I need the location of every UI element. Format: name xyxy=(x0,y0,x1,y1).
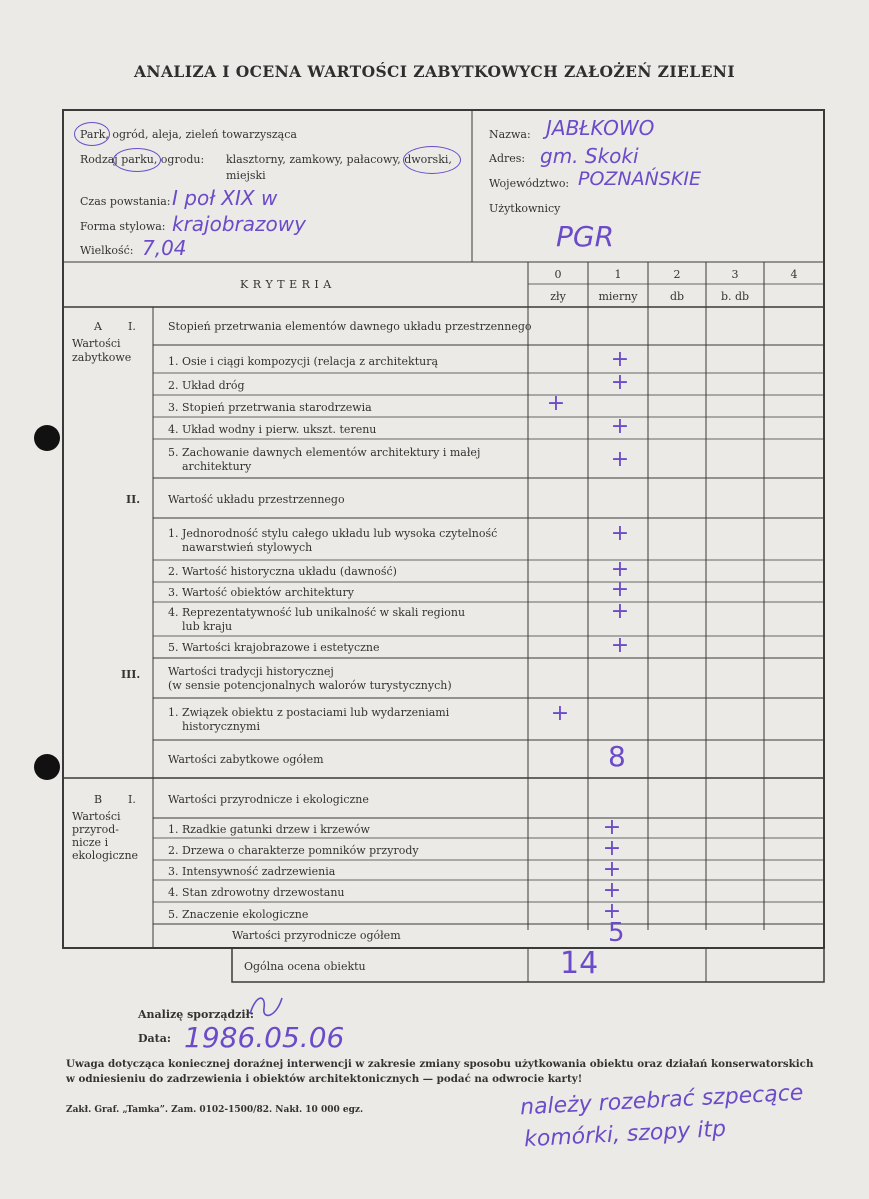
section-b-letter: B xyxy=(94,793,103,806)
a1-item-1: 1. Osie i ciągi kompozycji (relacja z architekturą xyxy=(168,355,439,368)
mark-a2-5: + xyxy=(610,633,630,658)
mark-a1-5: + xyxy=(610,447,630,472)
scale-0-name: zły xyxy=(550,290,566,303)
scale-4-num: 4 xyxy=(790,268,798,281)
note-line-2: w odniesieniu do zadrzewienia i obiektów architektonicznych — podać na odwrocie karty! xyxy=(66,1073,583,1085)
users-value: PGR xyxy=(556,220,615,253)
style-value: krajobrazowy xyxy=(172,212,306,236)
voivodeship-label: Województwo: xyxy=(489,177,570,190)
section-b-roman-1: I. xyxy=(128,793,136,806)
size-value: 7,04 xyxy=(142,236,187,260)
a1-item-2: 2. Układ dróg xyxy=(168,379,245,392)
b1-item-3: 3. Intensywność zadrzewienia xyxy=(168,865,336,878)
name-value: JABŁKOWO xyxy=(546,116,655,140)
mark-a1-2: + xyxy=(610,370,630,395)
voivodeship-value: POZNAŃSKIE xyxy=(578,168,701,190)
b1-item-2: 2. Drzewa o charakterze pomników przyrody xyxy=(168,844,419,857)
mark-a1-4: + xyxy=(610,414,630,439)
mark-b1-3: + xyxy=(602,857,622,882)
group-b1-title: Wartości przyrodnicze i ekologiczne xyxy=(168,793,369,806)
section-a-total-label: Wartości zabytkowe ogółem xyxy=(168,753,324,766)
b1-item-1: 1. Rzadkie gatunki drzew i krzewów xyxy=(168,823,370,836)
mark-a3-1: + xyxy=(550,701,570,726)
form-title: ANALIZA I OCENA WARTOŚCI ZABYTKOWYCH ZAŁOŻEŃ ZIELENI xyxy=(133,62,735,81)
mark-b1-4: + xyxy=(602,878,622,903)
scale-2-num: 2 xyxy=(673,268,681,281)
scale-1-name: mierny xyxy=(598,290,638,303)
hand-note-2: komórki, szopy itp xyxy=(523,1116,727,1153)
section-a-roman-3: III. xyxy=(121,668,141,681)
section-b-total-value: 5 xyxy=(608,918,625,948)
group-a3-title-2: (w sensie potencjonalnych walorów turystycznych) xyxy=(168,679,452,692)
group-a2-title: Wartość układu przestrzennego xyxy=(168,493,345,506)
kind-options-2: miejski xyxy=(226,169,266,182)
address-label: Adres: xyxy=(489,152,526,165)
section-a-roman-1: I. xyxy=(128,320,136,333)
mark-a1-1: + xyxy=(610,347,630,372)
mark-a2-2: + xyxy=(610,557,630,582)
a2-item-2: 2. Wartość historyczna układu (dawność) xyxy=(168,565,397,578)
a1-item-5-cont: architektury xyxy=(182,460,252,473)
mark-a1-3: + xyxy=(546,391,566,416)
group-a1-title: Stopień przetrwania elementów dawnego układu przestrzennego xyxy=(168,320,532,333)
type-line: Park, ogród, aleja, zieleń towarzysząca xyxy=(80,128,297,141)
section-b-name-1: Wartości xyxy=(72,810,121,823)
date-value: 1986.05.06 xyxy=(184,1021,345,1054)
punch-hole-bottom xyxy=(34,754,60,780)
section-a-roman-2: II. xyxy=(126,493,141,506)
a1-item-5: 5. Zachowanie dawnych elementów architektury i małej xyxy=(168,446,481,459)
a2-item-5: 5. Wartości krajobrazowe i estetyczne xyxy=(168,641,380,654)
a2-item-4: 4. Reprezentatywność lub unikalność w skali regionu xyxy=(168,606,466,619)
scale-1-num: 1 xyxy=(614,268,622,281)
note-line-1: Uwaga dotycząca koniecznej doraźnej interwencji w zakresie zmiany sposobu użytkowania obiektu oraz działań konserwatorskich xyxy=(66,1058,814,1070)
created-label: Czas powstania: xyxy=(80,195,171,208)
b1-item-4: 4. Stan zdrowotny drzewostanu xyxy=(168,886,345,899)
style-label: Forma stylowa: xyxy=(80,220,166,233)
section-b-name-3: nicze i xyxy=(72,836,109,849)
overall-label: Ogólna ocena obiektu xyxy=(244,960,366,973)
printer-line: Zakł. Graf. „Tamka”. Zam. 0102-1500/82. Nakł. 10 000 egz. xyxy=(66,1105,364,1115)
a1-item-4: 4. Układ wodny i pierw. ukszt. terenu xyxy=(168,423,377,436)
mark-a2-1: + xyxy=(610,521,630,546)
mark-a2-3: + xyxy=(610,577,630,602)
created-value: I poł XIX w xyxy=(172,186,278,210)
b1-item-5: 5. Znaczenie ekologiczne xyxy=(168,908,309,921)
circle-dworski-mark xyxy=(403,146,461,174)
size-label: Wielkość: xyxy=(80,244,134,257)
address-value: gm. Skoki xyxy=(540,144,639,168)
a2-item-4-cont: lub kraju xyxy=(182,620,233,633)
a2-item-1: 1. Jednorodność stylu całego układu lub wysoka czytelność xyxy=(168,527,498,540)
overall-value: 14 xyxy=(560,946,599,981)
users-label: Użytkownicy xyxy=(489,202,561,215)
signature xyxy=(246,992,286,1022)
scale-3-name: b. db xyxy=(720,290,750,303)
name-label: Nazwa: xyxy=(489,128,531,141)
prepared-label: Analizę sporządził: xyxy=(138,1008,254,1021)
a2-item-3: 3. Wartość obiektów architektury xyxy=(168,586,354,599)
circle-parku-mark xyxy=(113,148,161,172)
section-b-total-label: Wartości przyrodnicze ogółem xyxy=(232,929,401,942)
punch-hole-top xyxy=(34,425,60,451)
mark-b1-1: + xyxy=(602,815,622,840)
date-label: Data: xyxy=(138,1032,171,1045)
a2-item-1-cont: nawarstwień stylowych xyxy=(182,541,313,554)
hand-note-1: należy rozebrać szpecące xyxy=(519,1080,804,1121)
section-b-name-4: ekologiczne xyxy=(72,849,139,862)
scale-2-name: db xyxy=(669,290,685,303)
mark-b1-2: + xyxy=(602,836,622,861)
scale-0-num: 0 xyxy=(554,268,562,281)
circle-park-mark xyxy=(74,122,110,146)
kind-options: klasztorny, zamkowy, pałacowy, dworski, xyxy=(226,153,452,166)
a1-item-3: 3. Stopień przetrwania starodrzewia xyxy=(168,401,372,414)
scale-3-num: 3 xyxy=(731,268,739,281)
mark-a2-4: + xyxy=(610,599,630,624)
a3-item-1-cont: historycznymi xyxy=(182,720,260,733)
group-a3-title: Wartości tradycji historycznej xyxy=(168,665,334,678)
section-a-name: Wartości zabytkowe xyxy=(72,337,132,364)
section-a-total-value: 8 xyxy=(608,740,626,773)
section-b-name-2: przyrod- xyxy=(72,823,119,836)
criteria-label: K R Y T E R I A xyxy=(240,278,332,291)
kind-label: Rodzaj parku, ogrodu: xyxy=(80,153,205,166)
section-a-letter: A xyxy=(94,320,102,333)
a3-item-1: 1. Związek obiektu z postaciami lub wydarzeniami xyxy=(168,706,450,719)
mark-b1-5: + xyxy=(602,899,622,924)
